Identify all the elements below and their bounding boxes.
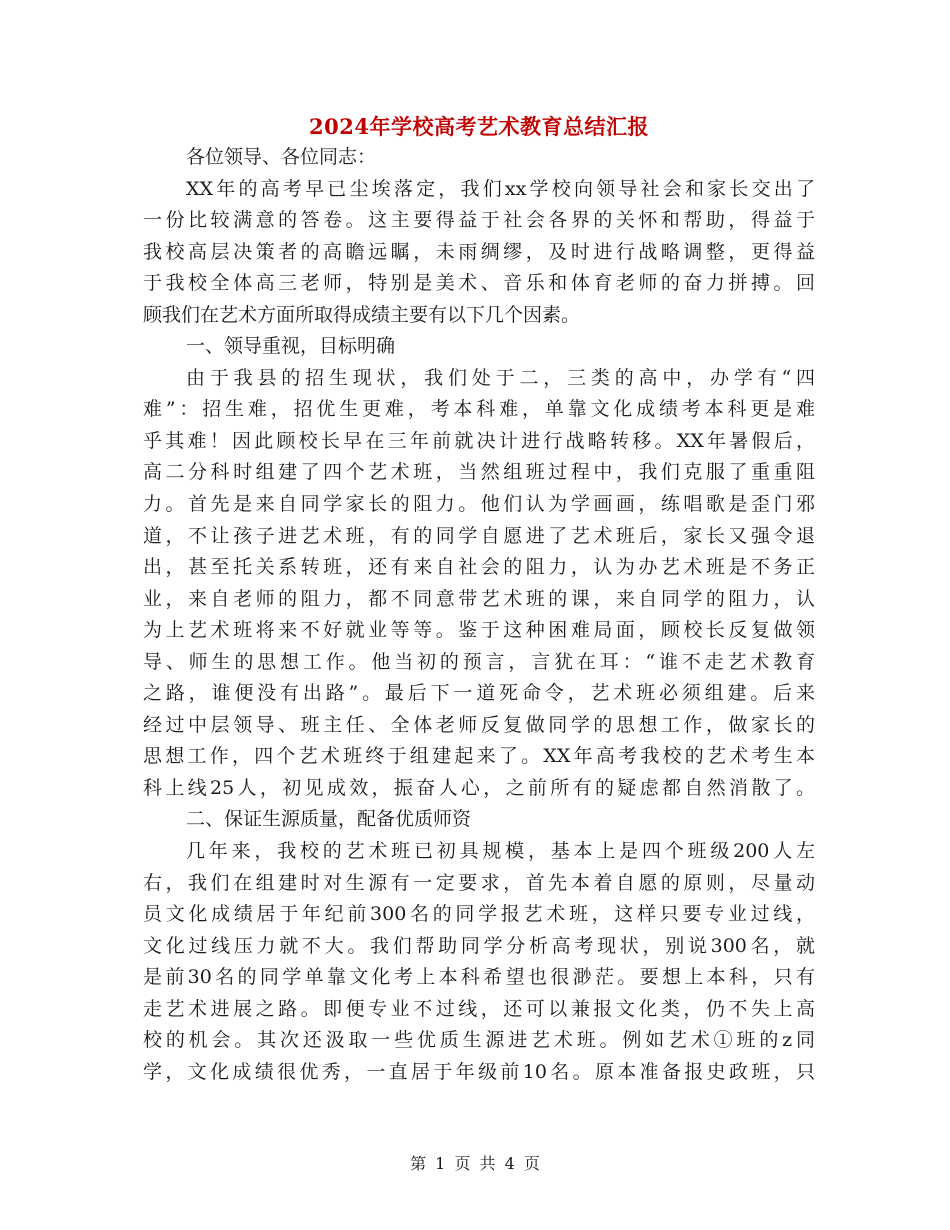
text-line: 出，甚至托关系转班，还有来自社会的阻力，认为办艺术班是不务正 <box>143 556 815 579</box>
text-line: 几年来，我校的艺术班已初具规模，基本上是四个班级200人左 <box>186 840 815 863</box>
text-line: 导、师生的思想工作。他当初的预言，言犹在耳：“谁不走艺术教育 <box>143 650 815 673</box>
document-body <box>143 142 815 1088</box>
text-line: 一份比较满意的答卷。这主要得益于社会各界的关怀和帮助，得益于 <box>143 209 815 232</box>
text-line: 我校高层决策者的高瞻远瞩，未雨绸缪，及时进行战略调整，更得益 <box>143 240 815 263</box>
text-line: 难”：招生难，招优生更难，考本科难，单靠文化成绩考本科更是难 <box>143 398 815 421</box>
text-line: 学，文化成绩很优秀，一直居于年级前10名。原本准备报史政班，只 <box>143 1060 815 1083</box>
text-line: 一、领导重视，目标明确 <box>186 335 396 358</box>
text-line: 道，不让孩子进艺术班，有的同学自愿进了艺术班后，家长又强令退 <box>143 524 815 547</box>
text-line: 由于我县的招生现状，我们处于二，三类的高中，办学有“四 <box>186 366 815 389</box>
text-line: 力。首先是来自同学家长的阻力。他们认为学画画，练唱歌是歪门邪 <box>143 493 815 516</box>
text-line: 高二分科时组建了四个艺术班，当然组班过程中，我们克服了重重阻 <box>143 461 815 484</box>
text-line: 走艺术进展之路。即便专业不过线，还可以兼报文化类，仍不失上高 <box>143 997 815 1020</box>
text-line: 各位领导、各位同志： <box>186 146 377 168</box>
document-title: 2024年学校高考艺术教育总结汇报 <box>309 114 649 139</box>
text-line: 科上线25人，初见成效，振奋人心，之前所有的疑虑都自然消散了。 <box>143 776 815 799</box>
text-line: 员文化成绩居于年纪前300名的同学报艺术班，这样只要专业过线， <box>143 903 815 926</box>
text-line: 校的机会。其次还汲取一些优质生源进艺术班。例如艺术①班的z同 <box>143 1029 815 1052</box>
text-line: 经过中层领导、班主任、全体老师反复做同学的思想工作，做家长的 <box>143 713 815 736</box>
text-line: XX年的高考早已尘埃落定，我们xx学校向领导社会和家长交出了 <box>186 177 815 200</box>
text-line: 之路，谁便没有出路”。最后下一道死命令，艺术班必须组建。后来 <box>143 682 815 705</box>
text-line: 是前30名的同学单靠文化考上本科希望也很渺茫。要想上本科，只有 <box>143 966 815 989</box>
text-line: 右，我们在组建时对生源有一定要求，首先本着自愿的原则，尽量动 <box>143 871 815 894</box>
text-line: 业，来自老师的阻力，都不同意带艺术班的课，来自同学的阻力，认 <box>143 587 815 610</box>
text-line: 于我校全体高三老师，特别是美术、音乐和体育老师的奋力拼搏。回 <box>143 272 815 295</box>
text-line: 为上艺术班将来不好就业等等。鉴于这种困难局面，顾校长反复做领 <box>143 619 815 642</box>
text-line: 二、保证生源质量，配备优质师资 <box>186 808 472 831</box>
text-line: 乎其难！因此顾校长早在三年前就决计进行战略转移。XX年暑假后， <box>143 429 815 452</box>
text-line: 文化过线压力就不大。我们帮助同学分析高考现状，别说300名，就 <box>143 934 815 957</box>
document-page <box>143 112 815 1088</box>
text-line: 思想工作，四个艺术班终于组建起来了。XX年高考我校的艺术考生本 <box>143 745 815 768</box>
text-line: 顾我们在艺术方面所取得成绩主要有以下几个因素。 <box>143 303 581 326</box>
page-number-footer: 第 1 页 共 4 页 <box>410 1154 540 1173</box>
